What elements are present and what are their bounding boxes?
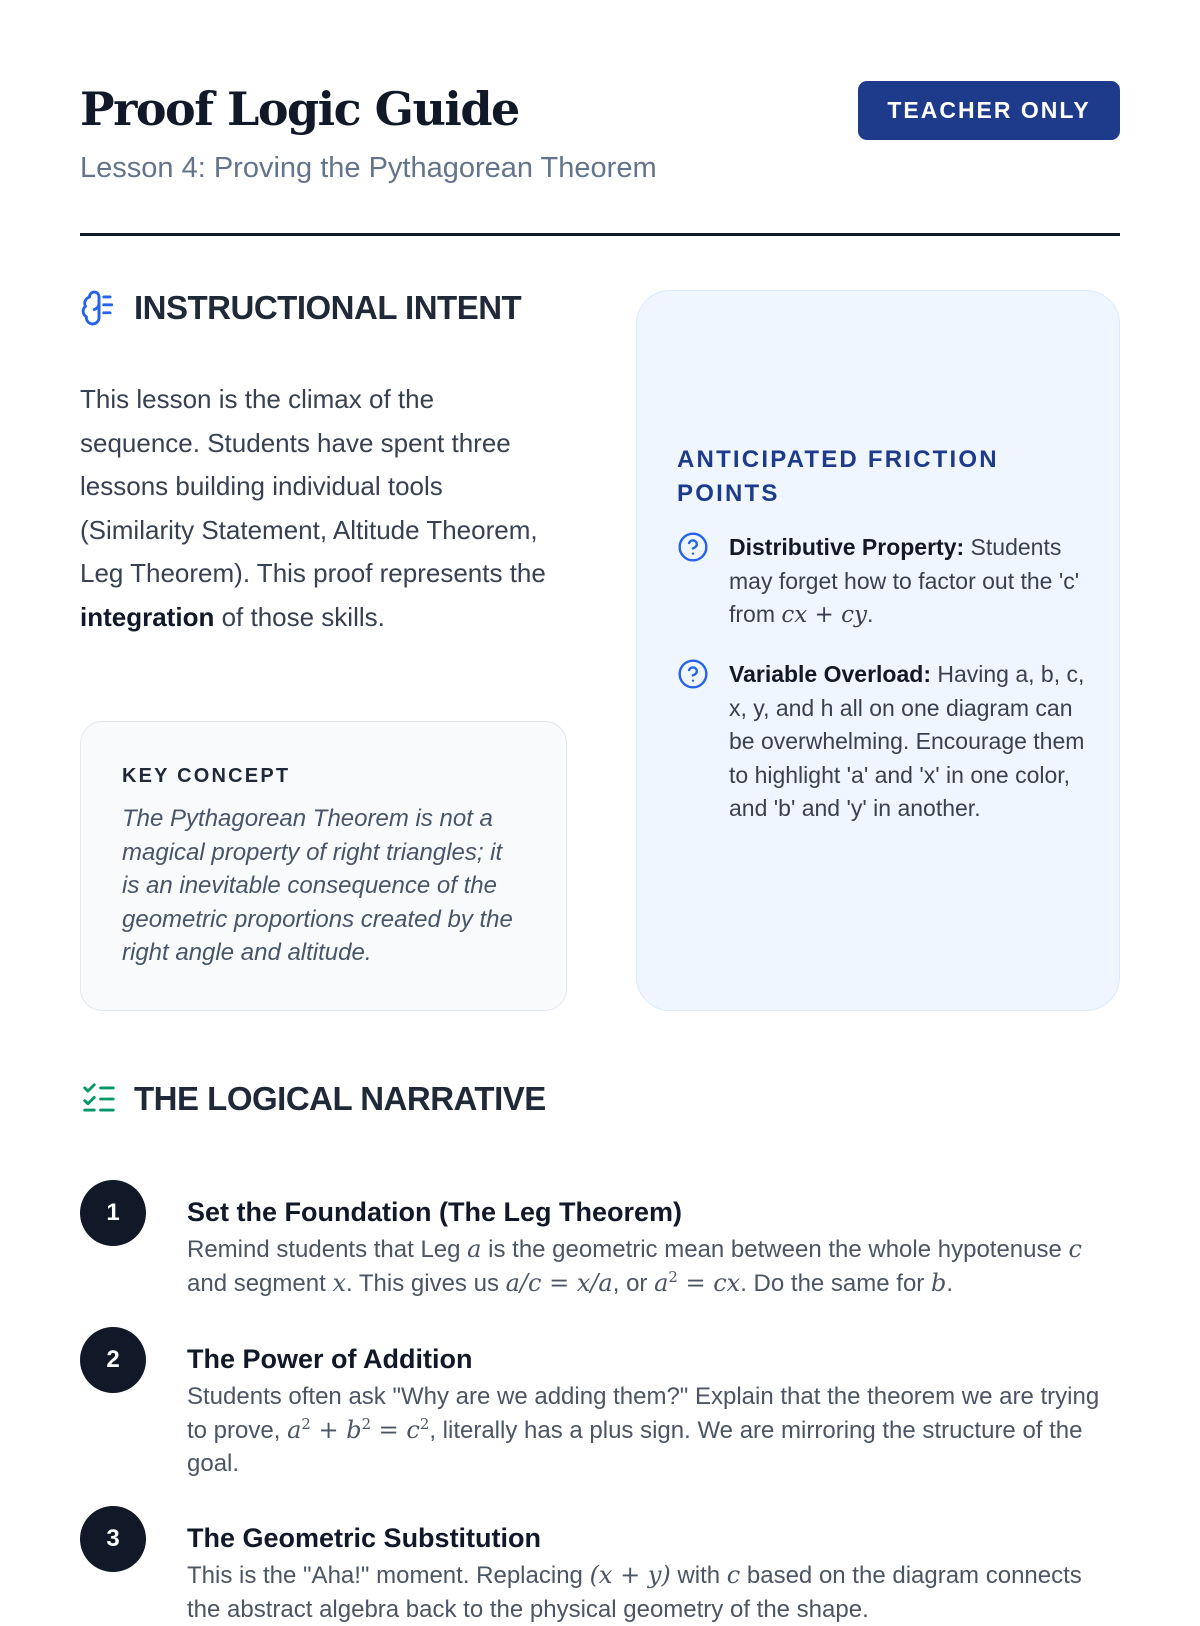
instructional-intent-heading <box>80 289 521 327</box>
emphasis-integration: integration <box>80 601 215 632</box>
step-title: The Geometric Substitution <box>187 1523 542 1553</box>
question-circle-icon <box>677 658 713 694</box>
lesson-guide-page <box>80 0 1120 1623</box>
friction-item <box>677 531 1097 633</box>
step-title: Set the Foundation (The Leg Theorem) <box>187 1197 682 1227</box>
page-title: Proof Logic Guide <box>80 82 519 136</box>
step-title: The Power of Addition <box>187 1344 473 1374</box>
friction-title: ANTICIPATED FRICTION POINTS <box>677 446 999 507</box>
step-number: 3 <box>80 1506 146 1572</box>
key-concept-body: The Pythagorean Theorem is not a magical property of right triangles; it is an inevitable consequence of the geometric proportions created by the right angle and altitude. <box>122 805 513 966</box>
page-subtitle: Lesson 4: Proving the Pythagorean Theorem <box>80 152 657 184</box>
friction-item <box>677 658 1097 826</box>
checklist-icon <box>80 1080 118 1118</box>
step-number: 2 <box>80 1327 146 1393</box>
section-title: THE LOGICAL NARRATIVE <box>134 1080 546 1117</box>
section-title: INSTRUCTIONAL INTENT <box>134 289 522 326</box>
friction-points-card <box>636 290 1120 1011</box>
step-body: This is the "Aha!" moment. Replacing (x + y) with c based on the diagram connects the abstract algebra back to the physical geometry of the shape. <box>187 1561 1082 1623</box>
step-number: 1 <box>80 1180 146 1246</box>
friction-text: Distributive Property: Students may forget how to factor out the 'c' from cx + cy. <box>729 534 1080 628</box>
intent-paragraph: This lesson is the climax of the sequence. Students have spent three lessons building individual tools (Similarity Statement, Altitude Theorem, Leg Theorem). This proof represents the integration of those skills. <box>80 384 546 632</box>
friction-text: Variable Overload: Having a, b, c, x, y, and h all on one diagram can be overwhelming. Encourage them to highlight 'a' and 'x' in one color, and 'b' and 'y' in another. <box>729 661 1085 821</box>
brain-icon <box>80 289 118 327</box>
key-concept-title: KEY CONCEPT <box>122 765 291 787</box>
step-body: Remind students that Leg a is the geometric mean between the whole hypotenuse c and segment x. This gives us a/c = x/a, or $a^2$ = cx. Do the same for b. <box>187 1235 1082 1297</box>
header-divider <box>80 233 1120 236</box>
question-circle-icon <box>677 531 713 567</box>
logical-narrative-heading <box>80 1080 546 1118</box>
teacher-only-badge: TEACHER ONLY <box>858 81 1120 140</box>
step-body: Students often ask "Why are we adding them?" Explain that the theorem we are trying to prove, $a^2 + b^2 = c^2$, literally has a plus sign. We are mirroring the structure of the goal. <box>187 1383 1100 1477</box>
key-concept-card <box>80 721 567 1011</box>
